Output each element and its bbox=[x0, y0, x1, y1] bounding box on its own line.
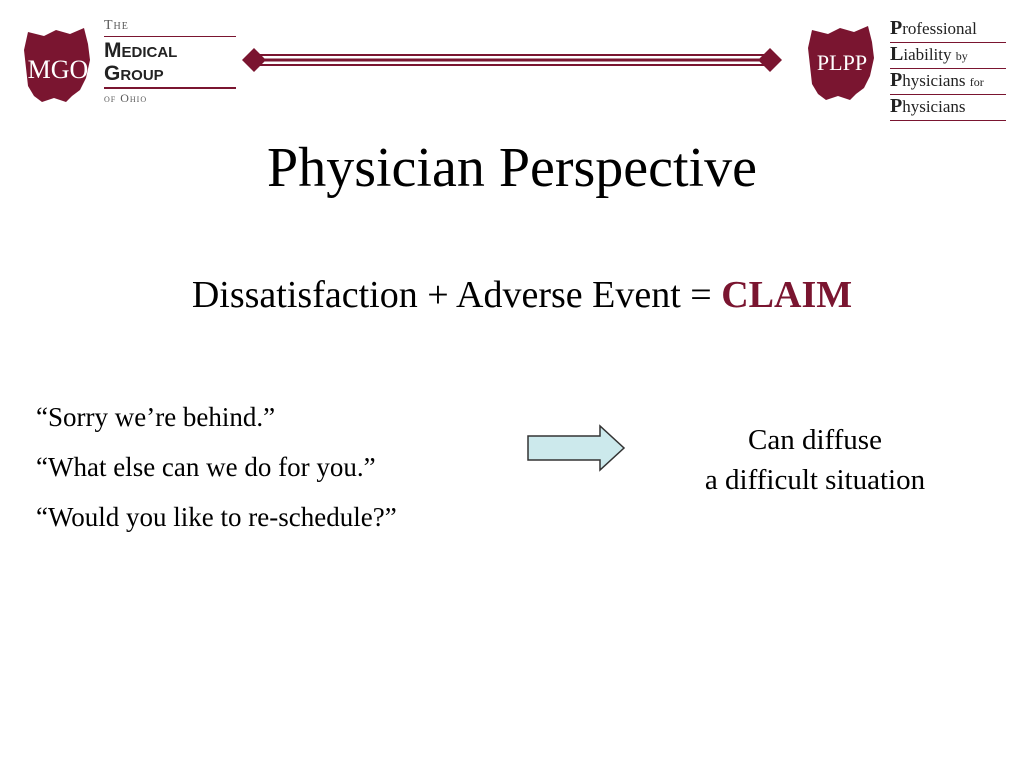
quote-item: “Would you like to re-schedule?” bbox=[36, 502, 397, 532]
slide-title: Physician Perspective bbox=[267, 137, 757, 199]
equation-line bbox=[0, 272, 1024, 318]
mgo-wordmark bbox=[104, 18, 236, 106]
mgo-group: Group bbox=[104, 62, 164, 85]
quote-item: “What else can we do for you.” bbox=[36, 452, 376, 482]
plpp-logo bbox=[806, 18, 1006, 118]
plpp-line-professional: Professional bbox=[890, 18, 1006, 43]
result-text bbox=[680, 420, 950, 500]
right-arrow-icon bbox=[526, 424, 626, 472]
result-line-1: Can diffuse bbox=[748, 424, 882, 456]
mgo-medical: Medical bbox=[104, 39, 178, 62]
header-divider bbox=[240, 44, 784, 76]
plpp-monogram: PLPP bbox=[816, 50, 868, 75]
mgo-the: The bbox=[104, 18, 129, 33]
plpp-line-physicians-2: Physicians bbox=[890, 96, 1006, 121]
plpp-line-physicians: Physicians for bbox=[890, 70, 1006, 95]
plpp-wordmark bbox=[890, 18, 1006, 122]
plpp-line-liability: Liability by bbox=[890, 44, 1006, 69]
result-line-2: a difficult situation bbox=[704, 464, 926, 496]
diamond-left-icon bbox=[242, 48, 266, 72]
equation-text: Dissatisfaction + Adverse Event = bbox=[191, 274, 722, 316]
mgo-monogram: MGO bbox=[27, 55, 89, 84]
diamond-right-icon bbox=[758, 48, 782, 72]
claim-highlight: CLAIM bbox=[721, 274, 853, 316]
quote-list bbox=[36, 400, 506, 550]
ohio-state-logo-icon bbox=[806, 24, 878, 104]
ohio-state-logo-icon bbox=[22, 26, 94, 106]
mgo-of-ohio: of Ohio bbox=[104, 91, 148, 105]
mgo-rule bbox=[104, 87, 236, 89]
medical-group-logo bbox=[22, 18, 222, 108]
mgo-rule bbox=[104, 36, 236, 37]
quote-item: “Sorry we’re behind.” bbox=[36, 402, 276, 432]
